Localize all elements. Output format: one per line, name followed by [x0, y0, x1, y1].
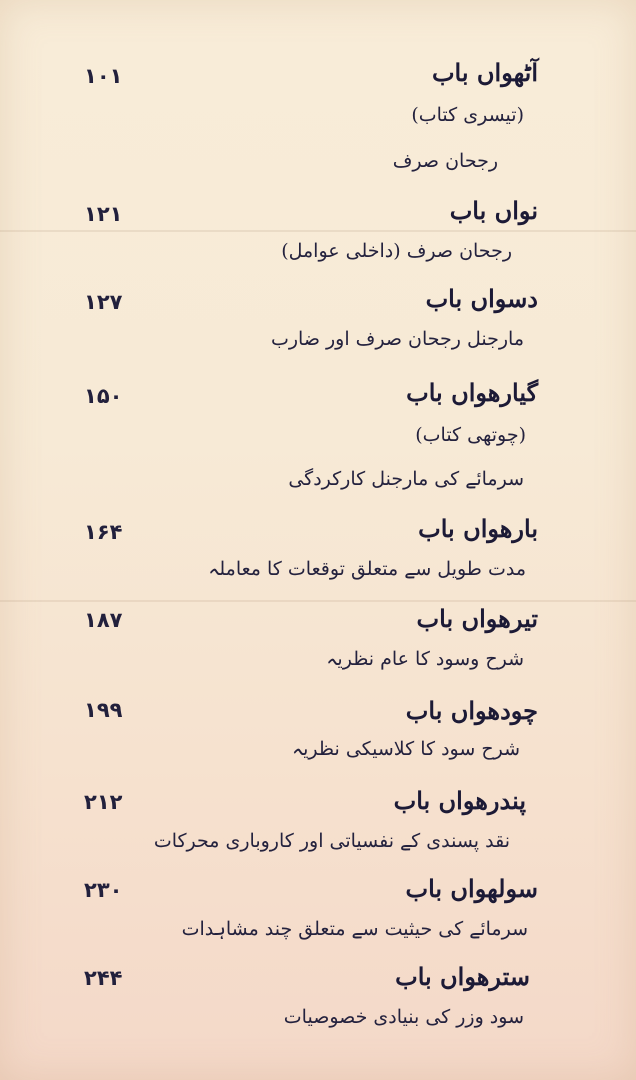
chapter-title: گیارھواں باب — [406, 378, 538, 407]
chapter-title: چودھواں باب — [405, 696, 538, 725]
chapter-title: نواں باب — [449, 196, 538, 225]
page-number: ۲۱۲ — [84, 790, 123, 814]
page-number: ۱۰۱ — [84, 64, 123, 88]
chapter-subtitle: نقد پسندی کے نفسیاتی اور کاروباری محرکات — [153, 830, 510, 852]
chapter-title: آٹھواں باب — [431, 58, 538, 87]
chapter-subtitle: مارجنل رجحان صرف اور ضارب — [270, 328, 524, 350]
chapter-title: پندرھواں باب — [393, 786, 526, 815]
chapter-title: تیرھواں باب — [416, 604, 538, 633]
page-number: ۱۶۴ — [84, 520, 123, 544]
chapter-title: دسواں باب — [425, 284, 538, 313]
chapter-subtitle: مدت طویل سے متعلق توقعات کا معاملہ — [208, 558, 526, 580]
page-number: ۱۹۹ — [84, 698, 123, 722]
chapter-title: بارھواں باب — [418, 514, 538, 543]
chapter-subtitle: سرمائے کی مارجنل کارکردگی — [288, 468, 524, 490]
chapter-subtitle: رجحان صرف (داخلی عوامل) — [281, 240, 512, 262]
book-heading: (تیسری کتاب) — [411, 104, 524, 126]
page-number: ۱۲۷ — [84, 290, 123, 314]
chapter-subtitle: سود وزر کی بنیادی خصوصیات — [283, 1006, 524, 1028]
book-heading: (چوتھی کتاب) — [415, 424, 526, 446]
page-number: ۱۵۰ — [84, 384, 123, 408]
paper-crease — [0, 230, 636, 232]
chapter-title: سولھواں باب — [405, 874, 538, 903]
page-number: ۱۸۷ — [84, 608, 123, 632]
chapter-subtitle: رجحان صرف — [392, 150, 498, 172]
page-number: ۲۳۰ — [84, 878, 123, 902]
paper-crease — [0, 600, 636, 602]
chapter-subtitle: شرح وسود کا عام نظریہ — [326, 648, 524, 670]
page-number: ۲۴۴ — [84, 966, 123, 990]
chapter-subtitle: شرح سود کا کلاسیکی نظریہ — [292, 738, 520, 760]
page-number: ۱۲۱ — [84, 202, 123, 226]
chapter-title: سترھواں باب — [395, 962, 530, 991]
chapter-subtitle: سرمائے کی حیثیت سے متعلق چند مشاہدات — [181, 918, 528, 940]
